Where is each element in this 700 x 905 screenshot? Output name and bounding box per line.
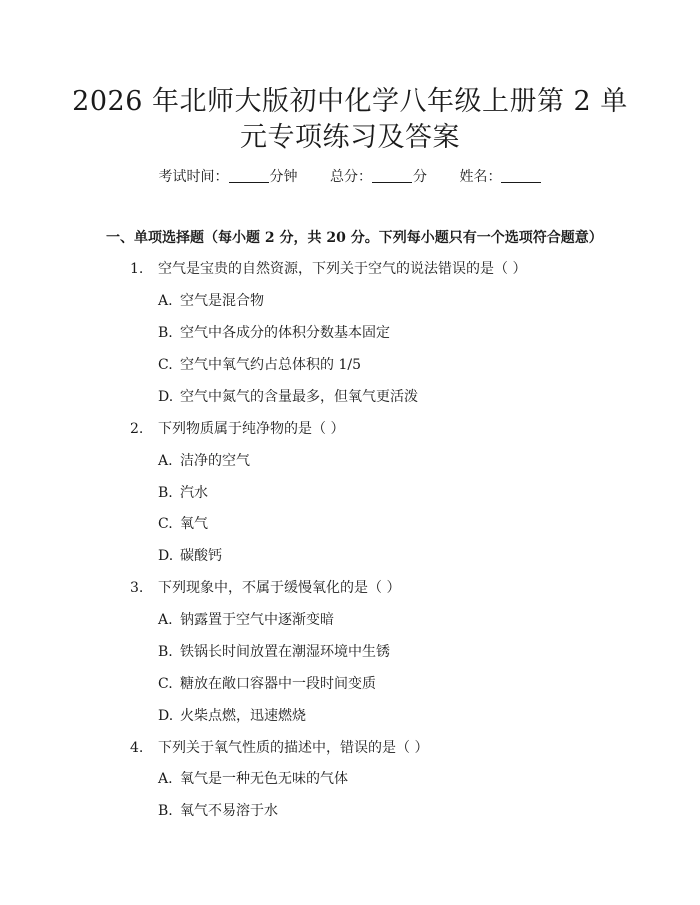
option-text: 空气是混合物 <box>180 293 264 309</box>
option-2d <box>158 546 222 566</box>
option-text: 火柴点燃，迅速燃烧 <box>180 708 306 724</box>
option-letter: B. <box>158 644 173 660</box>
option-text: 空气中氧气约占总体积的 1/5 <box>180 357 361 373</box>
option-letter: B. <box>158 803 173 819</box>
question-1 <box>130 259 526 279</box>
option-3d <box>158 706 306 726</box>
option-text: 空气中各成分的体积分数基本固定 <box>180 325 390 341</box>
option-letter: A. <box>158 612 173 628</box>
question-stem: 下列关于氧气性质的描述中，错误的是（ ） <box>158 740 429 756</box>
option-1c <box>158 355 361 375</box>
page-title-line-2: 元专项练习及答案 <box>240 122 460 153</box>
student-name-field <box>459 169 541 185</box>
total-score-unit: 分 <box>413 169 427 185</box>
total-score-field <box>330 169 431 185</box>
exam-time-field <box>159 169 302 185</box>
question-stem: 空气是宝贵的自然资源，下列关于空气的说法错误的是（ ） <box>158 261 527 277</box>
option-text: 氧气不易溶于水 <box>180 803 278 819</box>
option-text: 糖放在敞口容器中一段时间变质 <box>180 676 376 692</box>
question-number: 4. <box>130 740 144 756</box>
option-3b <box>158 642 390 662</box>
option-text: 氧气是一种无色无味的气体 <box>180 771 348 787</box>
section-heading: 一、单项选择题（每小题 2 分，共 20 分。下列每小题只有一个选项符合题意） <box>106 230 603 246</box>
option-letter: C. <box>158 516 173 532</box>
question-stem: 下列物质属于纯净物的是（ ） <box>158 421 345 437</box>
option-4b <box>158 801 278 821</box>
option-letter: C. <box>158 676 173 692</box>
question-number: 2. <box>130 421 144 437</box>
option-text: 氧气 <box>180 516 208 532</box>
option-letter: B. <box>158 485 173 501</box>
option-4a <box>158 769 348 789</box>
option-1d <box>158 387 418 407</box>
question-4 <box>130 738 428 758</box>
option-letter: A. <box>158 293 173 309</box>
exam-time-label: 考试时间： <box>158 169 229 185</box>
exam-time-blank <box>229 168 269 183</box>
option-text: 洁净的空气 <box>180 453 250 469</box>
option-text: 碳酸钙 <box>180 548 222 564</box>
option-letter: A. <box>158 771 173 787</box>
student-name-blank <box>501 168 541 183</box>
exam-time-unit: 分钟 <box>269 169 298 185</box>
option-text: 空气中氮气的含量最多，但氧气更活泼 <box>180 389 418 405</box>
option-2a <box>158 451 250 471</box>
option-text: 铁锅长时间放置在潮湿环境中生锈 <box>180 644 390 660</box>
option-2b <box>158 483 208 503</box>
option-text: 汽水 <box>180 485 208 501</box>
question-number: 3. <box>130 580 144 596</box>
option-letter: D. <box>158 548 174 564</box>
exam-info-row <box>0 167 700 187</box>
page-title-line-1: 2026 年北师大版初中化学八年级上册第 2 单 <box>72 86 628 117</box>
total-score-blank <box>372 168 412 183</box>
option-text: 钠露置于空气中逐渐变暗 <box>180 612 334 628</box>
option-letter: A. <box>158 453 173 469</box>
question-2 <box>130 419 344 439</box>
question-stem: 下列现象中，不属于缓慢氧化的是（ ） <box>158 580 401 596</box>
option-1a <box>158 291 264 311</box>
option-letter: D. <box>158 389 174 405</box>
option-1b <box>158 323 390 343</box>
option-2c <box>158 514 208 534</box>
option-letter: B. <box>158 325 173 341</box>
student-name-label: 姓名： <box>459 169 502 185</box>
question-3 <box>130 578 400 598</box>
question-number: 1. <box>130 261 144 277</box>
option-3a <box>158 610 334 630</box>
option-3c <box>158 674 376 694</box>
total-score-label: 总分： <box>330 169 372 185</box>
option-letter: D. <box>158 708 174 724</box>
option-letter: C. <box>158 357 173 373</box>
